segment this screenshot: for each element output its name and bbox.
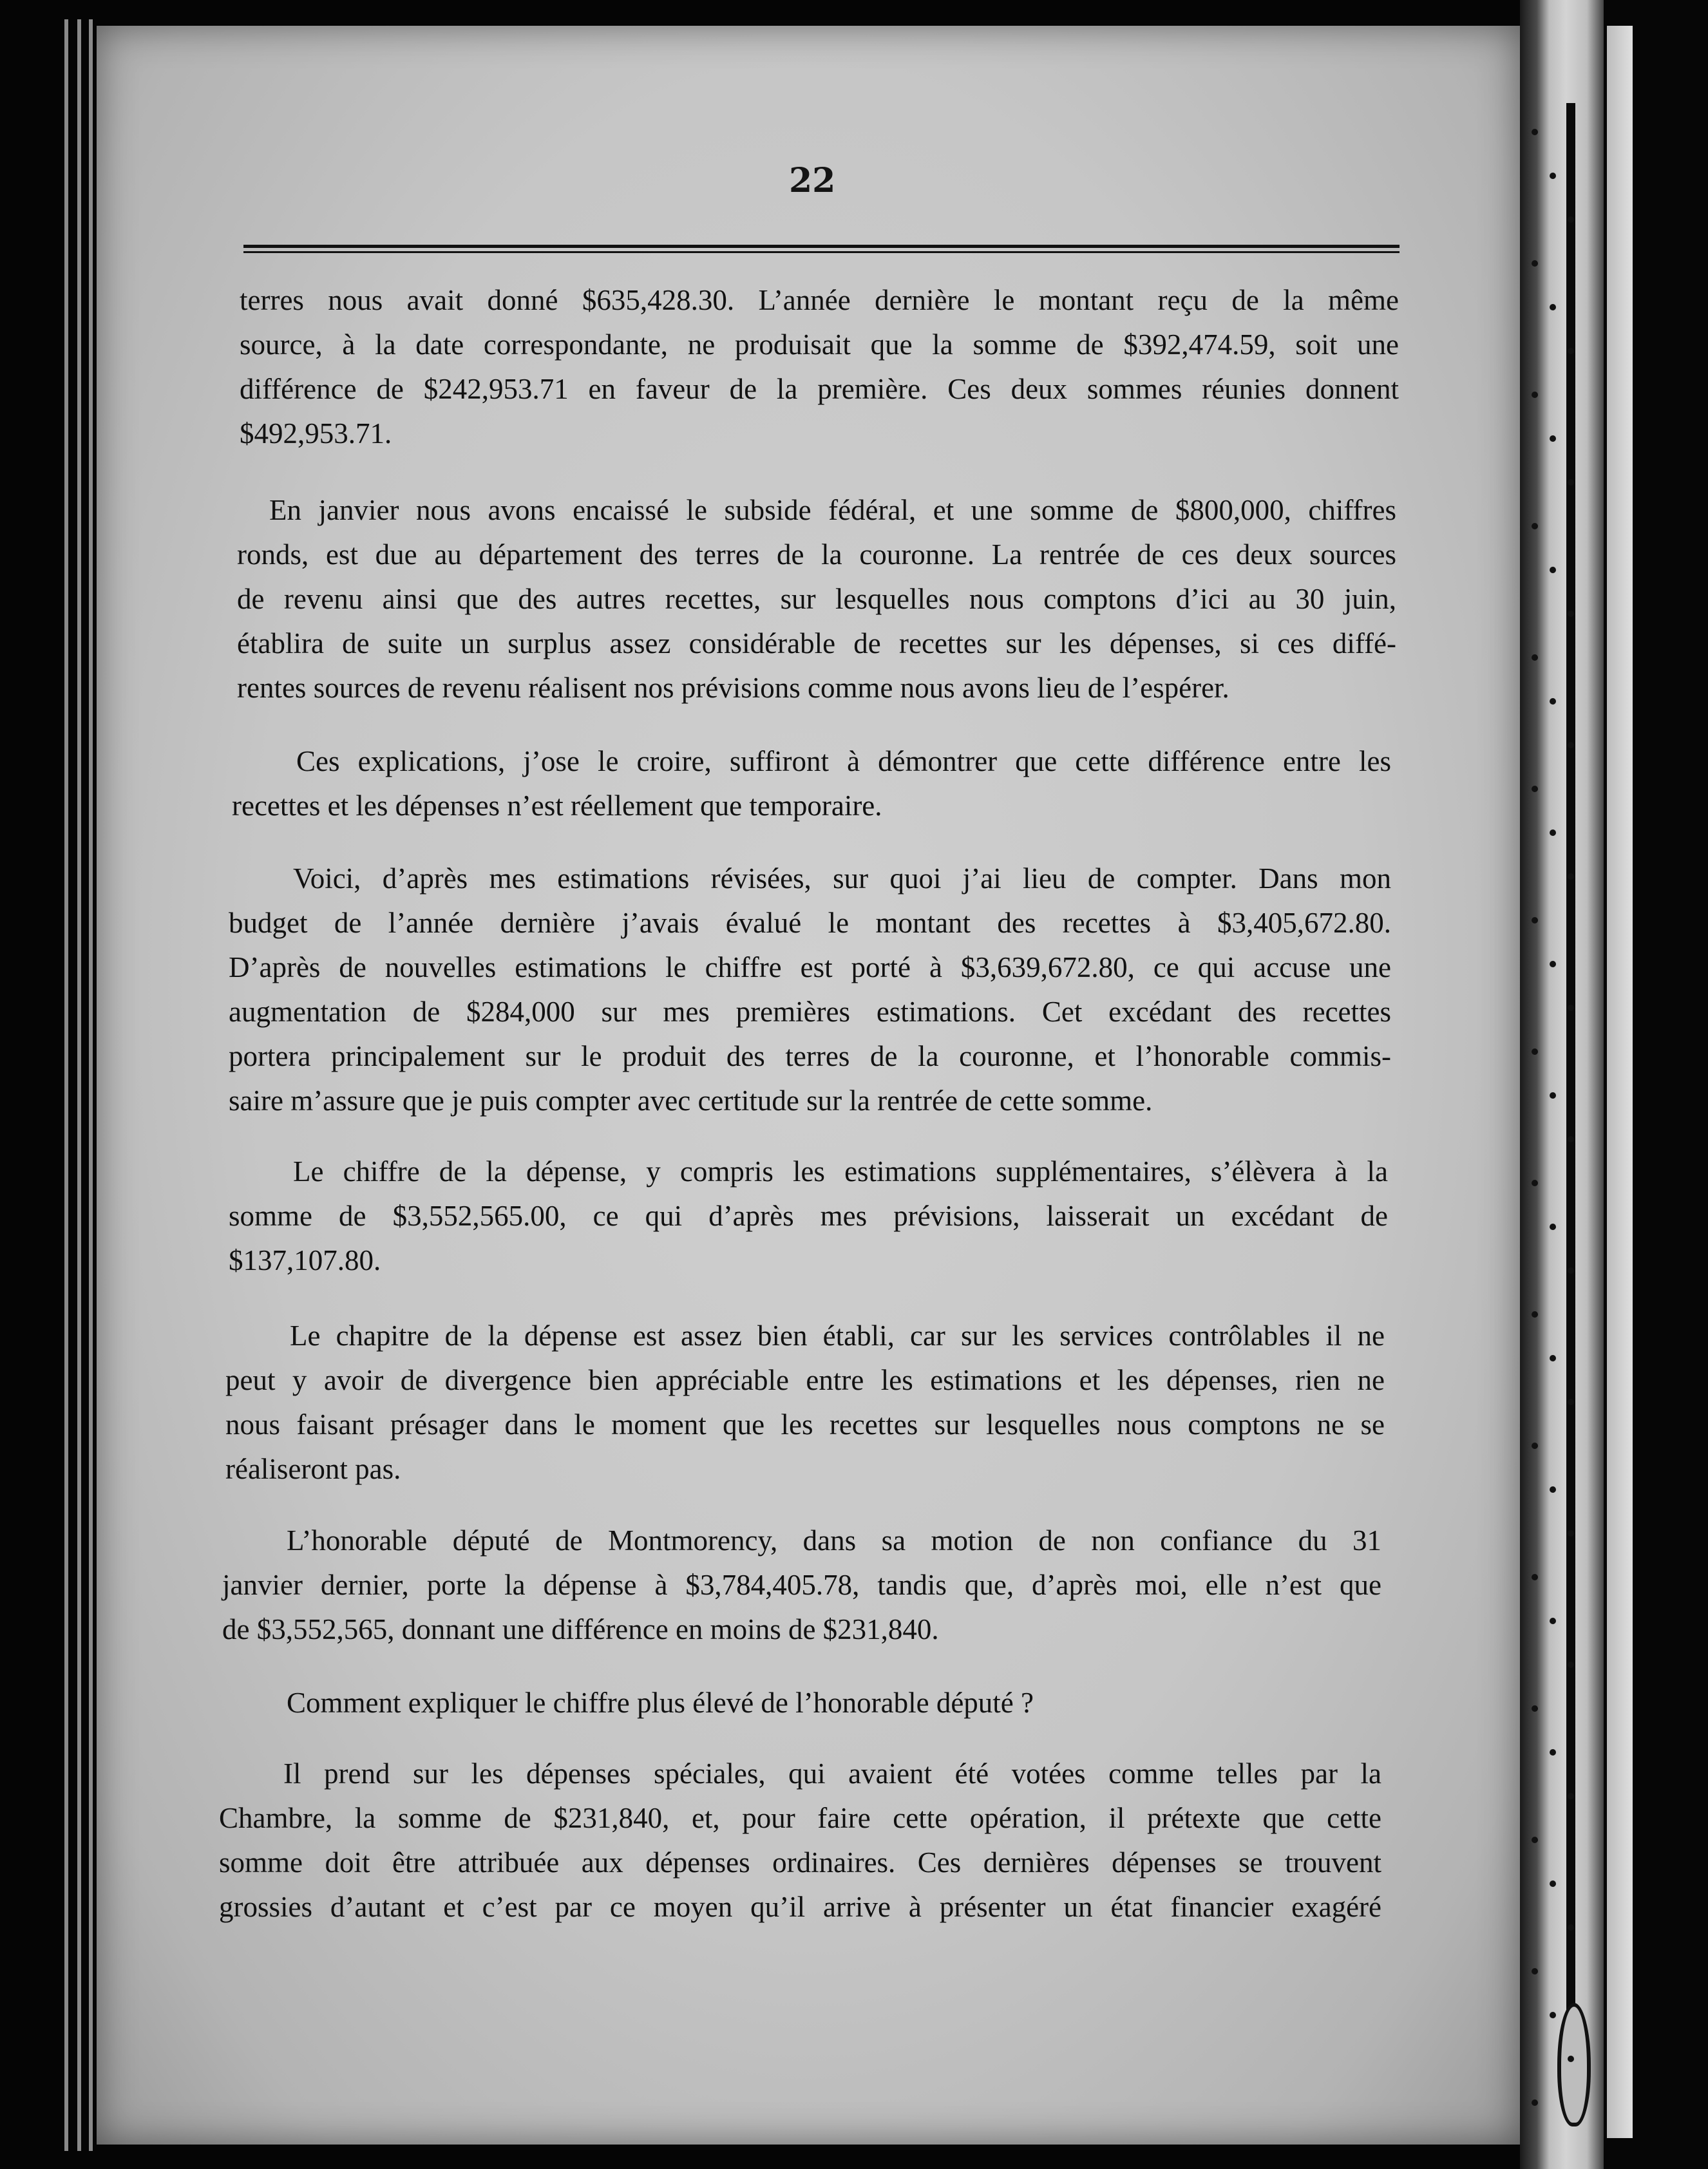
text-line: peut y avoir de divergence bien appréciable entre les estimations et les dépenses, rien ne bbox=[225, 1364, 1385, 1396]
text-line: ronds, est due au département des terres de la couronne. La rentrée de ces deux sources bbox=[237, 538, 1396, 571]
text-line: Comment expliquer le chiffre plus élevé de l’honorable député ? bbox=[287, 1687, 1034, 1719]
binding-stitch bbox=[1568, 1924, 1574, 1931]
binding-stitch bbox=[1532, 392, 1538, 398]
page-number: 22 bbox=[789, 161, 836, 200]
text-line: Chambre, la somme de $231,840, et, pour faire cette opération, il prétexte que cette bbox=[219, 1802, 1381, 1834]
binding-stitch bbox=[1550, 1224, 1556, 1230]
text-line: augmentation de $284,000 sur mes premières estimations. Cet excédant des recettes bbox=[229, 996, 1391, 1028]
binding-stitch bbox=[1532, 1968, 1538, 1975]
binding-stitch bbox=[1532, 1048, 1538, 1055]
text-line: somme doit être attribuée aux dépenses ordinaires. Ces dernières dépenses se trouvent bbox=[219, 1846, 1381, 1879]
paragraph-8 bbox=[222, 1681, 1381, 1725]
binding-stitch bbox=[1532, 1705, 1538, 1712]
binding-stitch bbox=[1532, 1574, 1538, 1580]
text-line: Le chapitre de la dépense est assez bien établi, car sur les services contrôlables il ne bbox=[290, 1320, 1385, 1352]
page-edge-outer bbox=[64, 19, 68, 2151]
binding-stitch bbox=[1550, 829, 1556, 836]
binding-stitch bbox=[1568, 348, 1574, 354]
text-line: Il prend sur les dépenses spéciales, qui avaient été votées comme telles par la bbox=[283, 1757, 1381, 1790]
binding-stitch bbox=[1568, 1136, 1574, 1142]
text-line: Voici, d’après mes estimations révisées, sur quoi j’ai lieu de compter. Dans mon bbox=[293, 862, 1391, 895]
paragraph-6 bbox=[225, 1314, 1385, 1492]
text-line: En janvier nous avons encaissé le subside fédéral, et une somme de $800,000, chiffres bbox=[269, 494, 1396, 526]
paragraph-1 bbox=[240, 278, 1399, 456]
binding-stitch bbox=[1550, 1749, 1556, 1756]
paragraph-3 bbox=[232, 739, 1391, 828]
text-line: réaliseront pas. bbox=[225, 1453, 401, 1485]
text-line: recettes et les dépenses n’est réellement que temporaire. bbox=[232, 790, 882, 822]
text-line: source, à la date correspondante, ne produisait que la somme de $392,474.59, soit une bbox=[240, 328, 1399, 361]
binding-stitch bbox=[1550, 1486, 1556, 1493]
binding-stitch bbox=[1568, 1267, 1574, 1274]
binding-stitch bbox=[1568, 1005, 1574, 1011]
paragraph-4 bbox=[229, 857, 1391, 1123]
binding-stitch bbox=[1568, 479, 1574, 486]
text-line: rentes sources de revenu réalisent nos prévisions comme nous avons lieu de l’espérer. bbox=[237, 672, 1229, 704]
binding-stitch bbox=[1550, 2012, 1556, 2018]
page-edge-middle bbox=[77, 19, 81, 2151]
binding-clip-icon bbox=[1557, 2003, 1591, 2126]
text-line: saire m’assure que je puis compter avec certitude sur la rentrée de cette somme. bbox=[229, 1084, 1153, 1117]
binding-stitch bbox=[1550, 1092, 1556, 1099]
binding-stitch bbox=[1550, 173, 1556, 179]
binding-stitch bbox=[1550, 435, 1556, 442]
binding-stitch bbox=[1532, 786, 1538, 792]
facing-page-edge bbox=[1607, 26, 1633, 2138]
text-line: D’après de nouvelles estimations le chiffre est porté à $3,639,672.80, ce qui accuse une bbox=[229, 951, 1391, 983]
binding-stitch bbox=[1550, 1618, 1556, 1624]
binding-stitch bbox=[1532, 1180, 1538, 1186]
text-line: L’honorable député de Montmorency, dans sa motion de non confiance du 31 bbox=[287, 1524, 1381, 1557]
binding-stitch bbox=[1550, 304, 1556, 310]
paragraph-7 bbox=[222, 1519, 1381, 1652]
book-binding bbox=[1520, 0, 1604, 2169]
binding-stitch bbox=[1550, 567, 1556, 573]
binding-stitch bbox=[1568, 611, 1574, 617]
binding-stitch bbox=[1532, 523, 1538, 529]
text-line: de $3,552,565, donnant une différence en moins de $231,840. bbox=[222, 1613, 939, 1645]
binding-stitch bbox=[1532, 917, 1538, 923]
binding-stitch bbox=[1568, 1399, 1574, 1405]
text-line: somme de $3,552,565.00, ce qui d’après mes prévisions, laisserait un excédant de bbox=[229, 1200, 1388, 1232]
text-line: nous faisant présager dans le moment que les recettes sur lesquelles nous comptons ne se bbox=[225, 1408, 1385, 1441]
paragraph-5 bbox=[229, 1150, 1388, 1283]
header-rule bbox=[243, 245, 1400, 253]
text-line: terres nous avait donné $635,428.30. L’année dernière le montant reçu de la même bbox=[240, 284, 1399, 316]
text-line: portera principalement sur le produit des terres de la couronne, et l’honorable commis- bbox=[229, 1040, 1391, 1072]
paragraph-2 bbox=[237, 488, 1396, 710]
binding-stitch bbox=[1568, 1530, 1574, 1537]
binding-stitch bbox=[1568, 1793, 1574, 1799]
binding-stitch bbox=[1532, 1311, 1538, 1318]
text-line: grossies d’autant et c’est par ce moyen qu’il arrive à présenter un état financier exagéré bbox=[219, 1891, 1381, 1923]
binding-stitch bbox=[1532, 129, 1538, 135]
page-edge-inner bbox=[89, 19, 93, 2151]
text-line: Le chiffre de la dépense, y compris les estimations supplémentaires, s’élèvera à la bbox=[293, 1155, 1388, 1188]
text-line: janvier dernier, porte la dépense à $3,784,405.78, tandis que, d’après moi, elle n’est que bbox=[222, 1569, 1381, 1601]
binding-stitch bbox=[1568, 742, 1574, 748]
text-line: établira de suite un surplus assez considérable de recettes sur les dépenses, si ces diffé- bbox=[237, 627, 1396, 659]
binding-stitch bbox=[1550, 961, 1556, 967]
text-line: budget de l’année dernière j’avais évalué le montant des recettes à $3,405,672.80. bbox=[229, 907, 1391, 939]
binding-stitch bbox=[1532, 2099, 1538, 2106]
text-line: $137,107.80. bbox=[229, 1244, 381, 1276]
text-line: différence de $242,953.71 en faveur de la première. Ces deux sommes réunies donnent bbox=[240, 373, 1399, 405]
binding-stitch bbox=[1568, 1662, 1574, 1668]
binding-stitch bbox=[1568, 873, 1574, 880]
text-line: de revenu ainsi que des autres recettes, sur lesquelles nous comptons d’ici au 30 juin, bbox=[237, 583, 1396, 615]
binding-stitch bbox=[1532, 1837, 1538, 1843]
text-line: Ces explications, j’ose le croire, suffiront à démontrer que cette différence entre les bbox=[296, 745, 1391, 777]
binding-stitch bbox=[1550, 1880, 1556, 1887]
binding-stitch bbox=[1532, 654, 1538, 661]
binding-stitch bbox=[1532, 260, 1538, 267]
binding-stitch bbox=[1532, 1443, 1538, 1449]
text-line: $492,953.71. bbox=[240, 417, 392, 450]
binding-stitch bbox=[1568, 2056, 1574, 2062]
binding-thread bbox=[1566, 103, 1575, 2035]
binding-stitch bbox=[1550, 698, 1556, 705]
binding-stitch bbox=[1550, 1355, 1556, 1361]
paragraph-9 bbox=[219, 1752, 1381, 1929]
binding-stitch bbox=[1568, 216, 1574, 223]
